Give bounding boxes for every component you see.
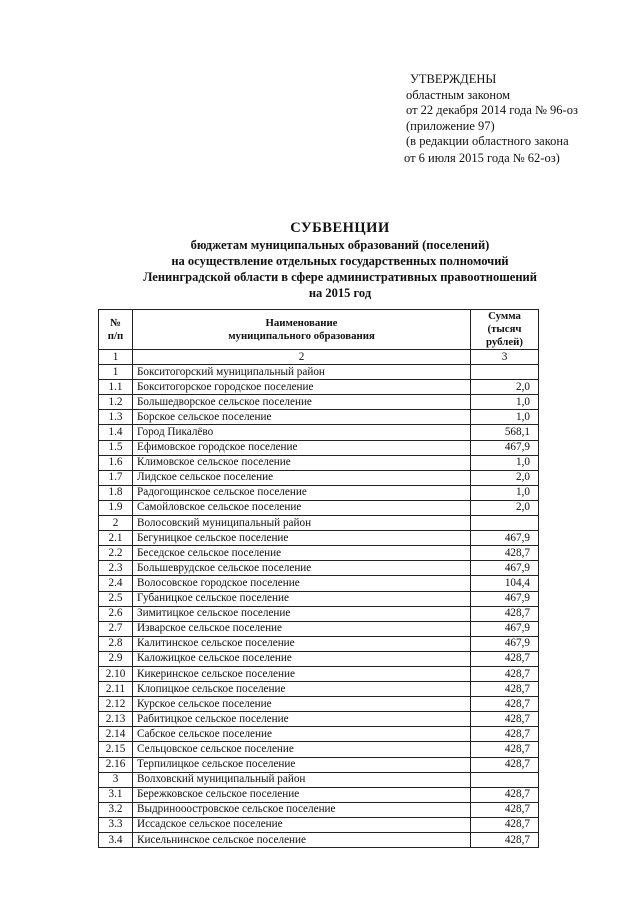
row-name: Иссадское сельское поселение xyxy=(133,817,471,832)
header-name-line2: муниципального образования xyxy=(228,329,375,342)
column-index-row xyxy=(99,350,539,365)
row-sum: 428,7 xyxy=(471,833,539,848)
row-name: Сабское сельское поселение xyxy=(133,727,471,742)
title-main: СУБВЕНЦИИ xyxy=(290,220,390,236)
row-name: Кикеринское сельское поселение xyxy=(133,666,471,681)
table-row xyxy=(99,621,539,636)
row-number: 2.10 xyxy=(99,666,133,681)
row-number: 2.6 xyxy=(99,606,133,621)
row-number: 2.5 xyxy=(99,591,133,606)
row-name: Волосовское городское поселение xyxy=(133,576,471,591)
table-row xyxy=(99,380,539,395)
table-row xyxy=(99,606,539,621)
header-sum xyxy=(471,310,539,350)
table-row xyxy=(99,410,539,425)
row-number: 1.5 xyxy=(99,440,133,455)
table-row xyxy=(99,833,539,848)
row-sum: 1,0 xyxy=(471,410,539,425)
table-row xyxy=(99,682,539,697)
header-number xyxy=(99,310,133,350)
row-name: Губаницкое сельское поселение xyxy=(133,591,471,606)
row-sum: 428,7 xyxy=(471,546,539,561)
row-sum: 428,7 xyxy=(471,787,539,802)
header-number-line2: п/п xyxy=(107,329,124,342)
table-row xyxy=(99,817,539,832)
row-number: 2.8 xyxy=(99,636,133,651)
header-sum-line2: (тысяч рублей) xyxy=(486,323,523,348)
row-number: 2.9 xyxy=(99,651,133,666)
row-sum: 428,7 xyxy=(471,666,539,681)
table-body xyxy=(99,365,539,848)
table-row xyxy=(99,500,539,515)
table-row xyxy=(99,636,539,651)
row-number: 2.3 xyxy=(99,561,133,576)
row-sum: 467,9 xyxy=(471,636,539,651)
header-name xyxy=(133,310,471,350)
row-name: Борское сельское поселение xyxy=(133,410,471,425)
row-name: Большедворское сельское поселение xyxy=(133,395,471,410)
approval-line: от 22 декабря 2014 года № 96-оз xyxy=(406,103,578,118)
row-number: 1.9 xyxy=(99,500,133,515)
row-name: Волосовский муниципальный район xyxy=(133,516,471,531)
table-row xyxy=(99,757,539,772)
row-name: Волховский муниципальный район xyxy=(133,772,471,787)
row-sum: 428,7 xyxy=(471,712,539,727)
row-sum: 467,9 xyxy=(471,561,539,576)
row-number: 3.1 xyxy=(99,787,133,802)
header-name-line1: Наименование xyxy=(265,316,338,329)
row-sum: 467,9 xyxy=(471,440,539,455)
row-sum: 428,7 xyxy=(471,606,539,621)
row-number: 2 xyxy=(99,516,133,531)
row-name: Зимитицкое сельское поселение xyxy=(133,606,471,621)
row-sum: 428,7 xyxy=(471,817,539,832)
table-row xyxy=(99,666,539,681)
row-number: 1.6 xyxy=(99,455,133,470)
row-name: Клопицкое сельское поселение xyxy=(133,682,471,697)
approval-line: областным законом xyxy=(406,87,511,102)
header-number-line1: № xyxy=(110,316,121,329)
row-number: 2.15 xyxy=(99,742,133,757)
column-index: 2 xyxy=(133,350,471,365)
column-index: 3 xyxy=(471,350,539,365)
row-sum xyxy=(471,365,539,380)
table-row xyxy=(99,485,539,500)
row-name: Город Пикалёво xyxy=(133,425,471,440)
row-name: Рабитицкое сельское поселение xyxy=(133,712,471,727)
row-name: Курское сельское поселение xyxy=(133,697,471,712)
row-sum: 1,0 xyxy=(471,485,539,500)
row-sum: 1,0 xyxy=(471,455,539,470)
table-row xyxy=(99,470,539,485)
table-row xyxy=(99,742,539,757)
row-name: Изварское сельское поселение xyxy=(133,621,471,636)
table-row xyxy=(99,440,539,455)
row-sum: 428,7 xyxy=(471,682,539,697)
row-sum: 467,9 xyxy=(471,621,539,636)
row-sum: 104,4 xyxy=(471,576,539,591)
row-sum xyxy=(471,772,539,787)
row-name: Бокситогорское городское поселение xyxy=(133,380,471,395)
row-sum: 428,7 xyxy=(471,802,539,817)
row-number: 2.14 xyxy=(99,727,133,742)
title-line: на осуществление отдельных государственных полномочий xyxy=(171,254,509,268)
row-name: Радогощинское сельское поселение xyxy=(133,485,471,500)
row-name: Бокситогорский муниципальный район xyxy=(133,365,471,380)
row-number: 1 xyxy=(99,365,133,380)
row-name: Бегуницкое сельское поселение xyxy=(133,531,471,546)
table-header-row xyxy=(99,310,539,350)
row-sum: 428,7 xyxy=(471,742,539,757)
row-sum: 467,9 xyxy=(471,531,539,546)
approval-line: УТВЕРЖДЕНЫ xyxy=(410,72,497,86)
row-number: 2.7 xyxy=(99,621,133,636)
row-sum: 1,0 xyxy=(471,395,539,410)
approval-line: (приложение 97) xyxy=(406,118,495,133)
table-row xyxy=(99,697,539,712)
row-number: 1.3 xyxy=(99,410,133,425)
table-row xyxy=(99,787,539,802)
table-row xyxy=(99,516,539,531)
column-index: 1 xyxy=(99,350,133,365)
row-name: Беседское сельское поселение xyxy=(133,546,471,561)
table-row xyxy=(99,591,539,606)
approval-block xyxy=(404,72,578,167)
row-number: 1.4 xyxy=(99,425,133,440)
row-sum: 2,0 xyxy=(471,470,539,485)
table-row xyxy=(99,531,539,546)
row-sum: 428,7 xyxy=(471,727,539,742)
subsidy-table xyxy=(98,309,539,848)
row-sum: 428,7 xyxy=(471,757,539,772)
title-line: бюджетам муниципальных образований (поселений) xyxy=(190,238,490,252)
row-number: 1.8 xyxy=(99,485,133,500)
row-number: 3.2 xyxy=(99,802,133,817)
row-sum: 467,9 xyxy=(471,591,539,606)
title-line: Ленинградской области в сфере административных правоотношений xyxy=(143,270,537,284)
table-row xyxy=(99,576,539,591)
row-number: 3.4 xyxy=(99,833,133,848)
row-sum: 2,0 xyxy=(471,380,539,395)
row-name: Ефимовское городское поселение xyxy=(133,440,471,455)
row-name: Терпилицкое сельское поселение xyxy=(133,757,471,772)
row-number: 3 xyxy=(99,772,133,787)
row-number: 1.1 xyxy=(99,380,133,395)
row-sum: 428,7 xyxy=(471,651,539,666)
row-number: 2.16 xyxy=(99,757,133,772)
row-number: 2.2 xyxy=(99,546,133,561)
row-name: Сельцовское сельское поселение xyxy=(133,742,471,757)
table-row xyxy=(99,712,539,727)
document-title xyxy=(80,220,600,301)
row-sum: 428,7 xyxy=(471,697,539,712)
table-row xyxy=(99,365,539,380)
row-sum xyxy=(471,516,539,531)
approval-line: от 6 июля 2015 года № 62-оз) xyxy=(404,150,560,165)
table-row xyxy=(99,455,539,470)
title-line: на 2015 год xyxy=(308,286,372,300)
table-row xyxy=(99,546,539,561)
row-name: Выдринооостровское сельское поселение xyxy=(133,802,471,817)
table-row xyxy=(99,651,539,666)
table-row xyxy=(99,425,539,440)
row-name: Каложицкое сельское поселение xyxy=(133,651,471,666)
header-sum-line1: Сумма xyxy=(488,310,521,322)
row-sum: 2,0 xyxy=(471,500,539,515)
row-number: 1.7 xyxy=(99,470,133,485)
table-row xyxy=(99,727,539,742)
row-name: Самойловское сельское поселение xyxy=(133,500,471,515)
row-name: Бережковское сельское поселение xyxy=(133,787,471,802)
row-name: Климовское сельское поселение xyxy=(133,455,471,470)
table-row xyxy=(99,561,539,576)
row-name: Калитинское сельское поселение xyxy=(133,636,471,651)
approval-line: (в редакции областного закона xyxy=(406,134,569,149)
row-number: 2.13 xyxy=(99,712,133,727)
row-sum: 568,1 xyxy=(471,425,539,440)
table-row xyxy=(99,802,539,817)
row-number: 2.12 xyxy=(99,697,133,712)
row-number: 1.2 xyxy=(99,395,133,410)
row-number: 3.3 xyxy=(99,817,133,832)
row-number: 2.11 xyxy=(99,682,133,697)
row-name: Большеврудское сельское поселение xyxy=(133,561,471,576)
table-row xyxy=(99,772,539,787)
row-name: Кисельнинское сельское поселение xyxy=(133,833,471,848)
row-name: Лидское сельское поселение xyxy=(133,470,471,485)
row-number: 2.1 xyxy=(99,531,133,546)
row-number: 2.4 xyxy=(99,576,133,591)
table-row xyxy=(99,395,539,410)
